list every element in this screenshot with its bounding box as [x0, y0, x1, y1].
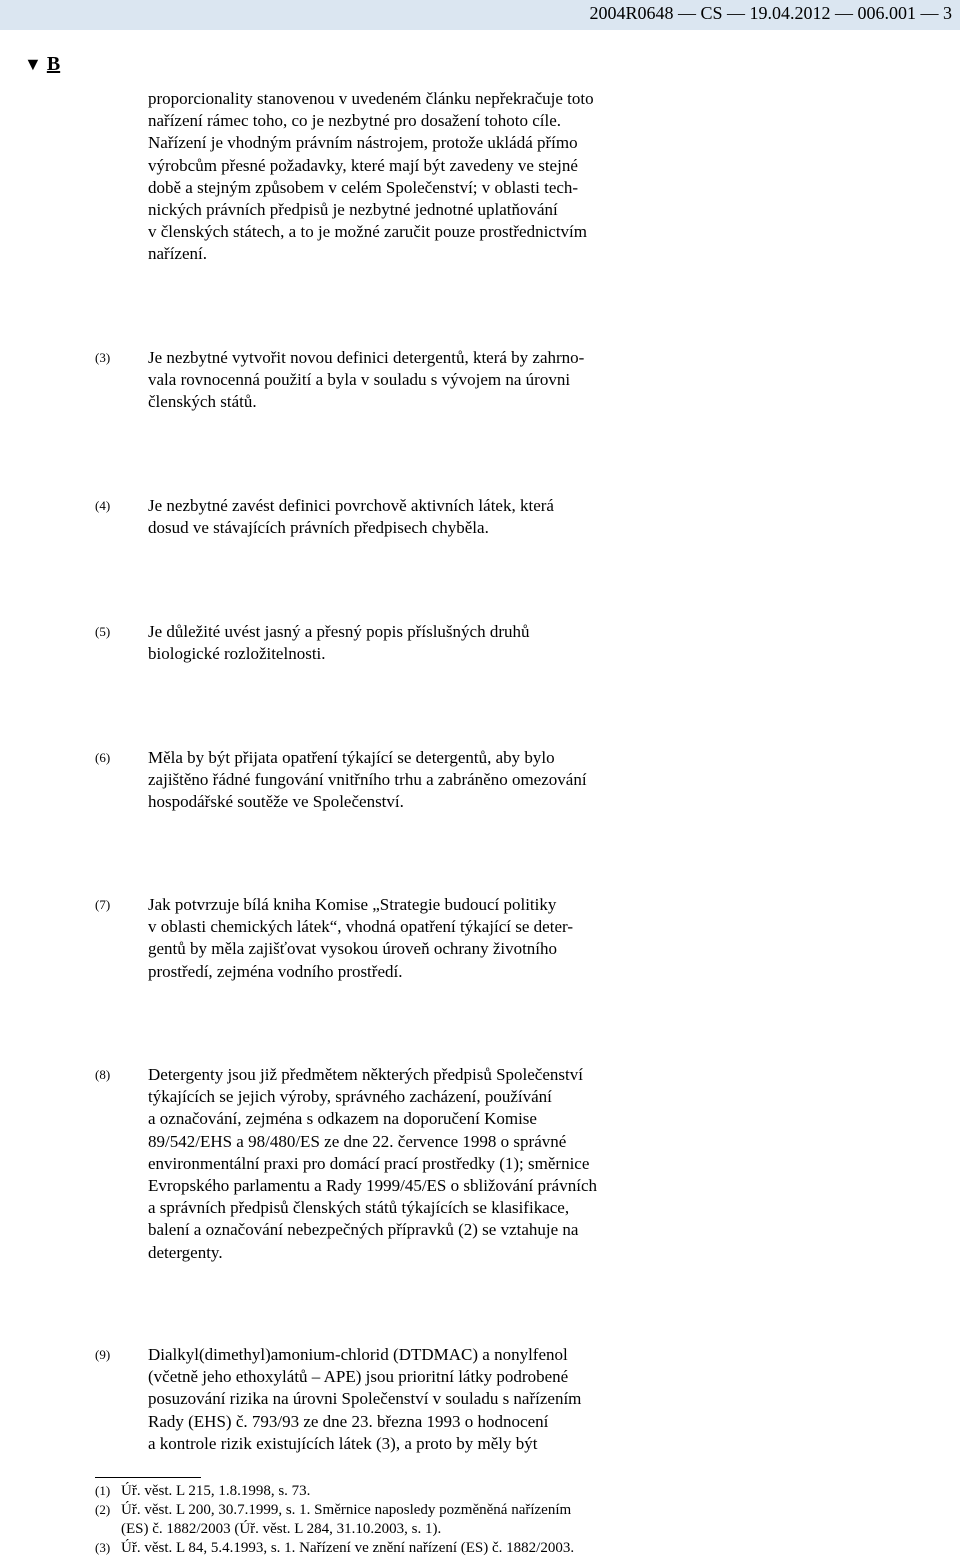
document-reference: 2004R0648 — CS — 19.04.2012 — 006.001 — 3 [589, 3, 952, 23]
footnote-text: Úř. věst. L 84, 5.4.1993, s. 1. Nařízení ve znění nařízení (ES) č. 1882/2003. [121, 1540, 575, 1556]
text-line: 89/542/EHS a 98/480/ES ze dne 22. července 1998 o správné [148, 1131, 567, 1151]
recital-number: (5) [95, 624, 111, 639]
text-line: Dialkyl(dimethyl)amonium-chlorid (DTDMAC) a nonylfenol [148, 1345, 568, 1364]
recital-number: (6) [95, 750, 111, 765]
amendment-label: B [46, 53, 61, 75]
recital-number: (9) [95, 1347, 111, 1362]
footnote-text: Úř. věst. L 200, 30.7.1999, s. 1. Směrnice naposledy pozměněná nařízením [121, 1502, 572, 1518]
running-header [0, 0, 960, 30]
text-line: členských států. [148, 392, 257, 412]
text-line: Je důležité uvést jasný a přesný popis příslušných druhů [148, 622, 530, 641]
text-line: hospodářské soutěže ve Společenství. [148, 792, 404, 812]
footnote-2 [95, 1501, 695, 1538]
recital-number: (4) [95, 498, 111, 513]
recital-8 [148, 1064, 678, 1264]
text-line: nařízení. [148, 244, 207, 264]
footnote-3 [95, 1539, 695, 1558]
text-line: proporcionality stanovenou v uvedeném článku nepřekračuje toto [148, 89, 594, 108]
text-line: posuzování rizika na úrovni Společenství v souladu s nařízením [148, 1389, 582, 1409]
text-line: Detergenty jsou již předmětem některých předpisů Společenství [148, 1065, 583, 1084]
footnote-divider [95, 1477, 201, 1478]
recital-4 [148, 495, 678, 539]
text-line: týkajících se jejich výroby, správného zacházení, používání [148, 1087, 552, 1107]
text-line: environmentální praxi pro domácí prací prostředky (1); směrnice [148, 1153, 590, 1173]
recital-6 [148, 747, 678, 814]
recital-9 [148, 1344, 678, 1455]
text-line: nařízení rámec toho, co je nezbytné pro dosažení tohoto cíle. [148, 111, 562, 131]
text-line: biologické rozložitelnosti. [148, 644, 326, 664]
text-line: Měla by být přijata opatření týkající se detergentů, aby bylo [148, 748, 555, 767]
recital-7 [148, 894, 678, 983]
footnote-marker: (1) [95, 1483, 111, 1498]
recital-number: (7) [95, 897, 111, 912]
recital-3 [148, 347, 678, 414]
footnote-text: Úř. věst. L 215, 1.8.1998, s. 73. [121, 1483, 311, 1499]
recital-5 [148, 621, 678, 665]
footnote-1 [95, 1482, 695, 1501]
text-line: Evropského parlamentu a Rady 1999/45/ES o sbližování právních [148, 1176, 597, 1196]
text-line: výrobcům přesné požadavky, které mají být zavedeny ve stejné [148, 155, 578, 175]
text-line: Je nezbytné vytvořit novou definici detergentů, která by zahrno- [148, 348, 585, 367]
text-line: a kontrole rizik existujících látek (3), a proto by měly být [148, 1433, 538, 1453]
text-line: Nařízení je vhodným právním nástrojem, protože ukládá přímo [148, 133, 578, 153]
text-line: v členských státech, a to je možné zaručit pouze prostřednictvím [148, 222, 588, 242]
triangle-down-icon: ▼ [24, 54, 42, 74]
text-line: prostředí, zejména vodního prostředí. [148, 961, 403, 981]
text-line: době a stejným způsobem v celém Společenství; v oblasti tech- [148, 177, 579, 197]
text-line: gentů by měla zajišťovat vysokou úroveň ochrany životního [148, 939, 558, 959]
text-line: Jak potvrzuje bílá kniha Komise „Strategie budoucí politiky [148, 895, 557, 914]
text-line: (včetně jeho ethoxylátů – APE) jsou prioritní látky podrobené [148, 1367, 569, 1387]
text-line: Je nezbytné zavést definici povrchově aktivních látek, která [148, 496, 554, 515]
text-line: v oblasti chemických látek“, vhodná opatření týkající se deter- [148, 917, 573, 937]
text-line: balení a označování nebezpečných přípravků (2) se vztahuje na [148, 1220, 579, 1240]
text-line: dosud ve stávajících právních předpisech chyběla. [148, 518, 489, 538]
footnote-text: (ES) č. 1882/2003 (Úř. věst. L 284, 31.10.2003, s. 1). [121, 1520, 442, 1537]
consolidation-marker [24, 53, 60, 75]
recital-number: (8) [95, 1067, 111, 1082]
text-line: zajištěno řádné fungování vnitřního trhu a zabráněno omezování [148, 770, 587, 790]
text-line: Rady (EHS) č. 793/93 ze dne 23. března 1993 o hodnocení [148, 1411, 549, 1431]
text-line: a správních předpisů členských států týkajících se klasifikace, [148, 1198, 570, 1218]
text-line: a označování, zejména s odkazem na doporučení Komise [148, 1109, 537, 1129]
text-line: nických právních předpisů je nezbytné jednotné uplatňování [148, 200, 558, 220]
footnote-marker: (2) [95, 1502, 111, 1517]
text-line: vala rovnocenná použití a byla v souladu s vývojem na úrovni [148, 370, 571, 390]
intro-paragraph [148, 88, 678, 266]
recital-number: (3) [95, 350, 111, 365]
text-line: detergenty. [148, 1242, 223, 1262]
footnote-marker: (3) [95, 1540, 111, 1555]
